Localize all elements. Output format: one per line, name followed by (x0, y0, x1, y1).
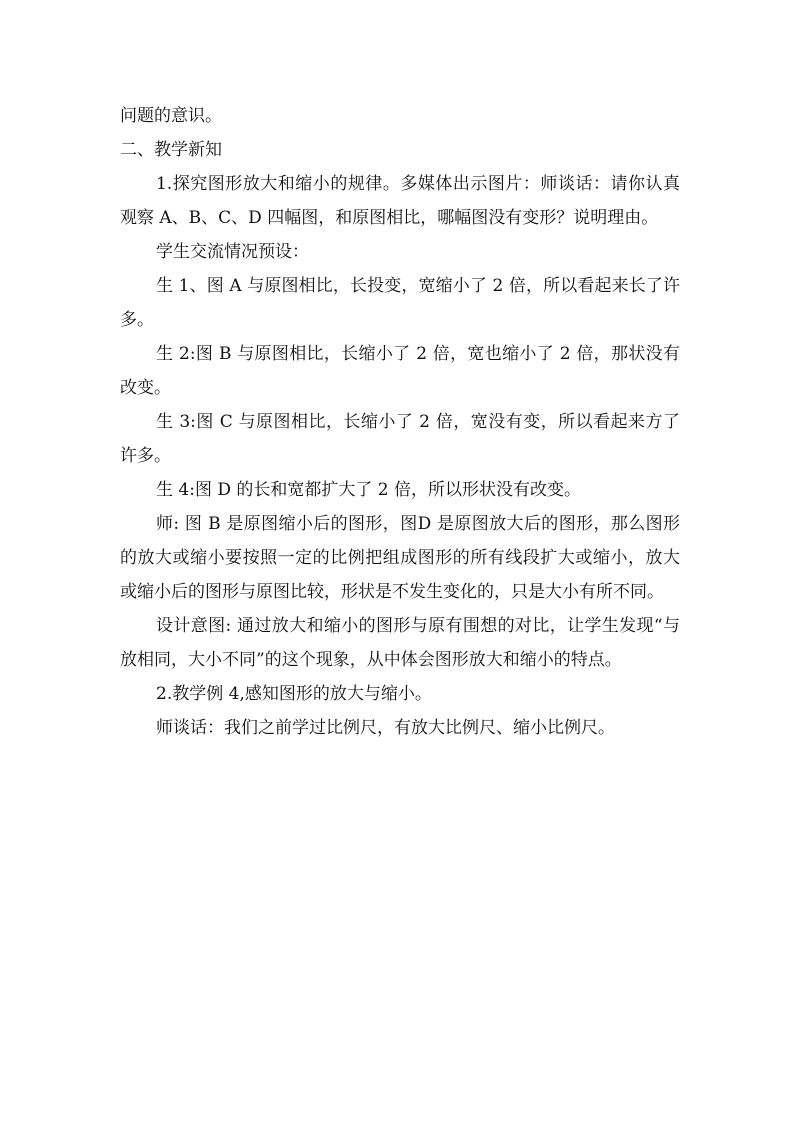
paragraph-explore-rule: 1.探究图形放大和缩小的规律。多媒体出示图片：师谈话：请你认真观察 A、B、C、D 四幅图，和原图相比，哪幅图没有变形？说明理由。 (120, 174, 680, 228)
document-body (120, 99, 680, 745)
paragraph-student-2: 生 2:图 B 与原图相比，长缩小了 2 倍，宽也缩小了 2 倍，那状没有改变。 (120, 344, 680, 398)
paragraph-student-3: 生 3:图 C 与原图相比，长缩小了 2 倍，宽没有变，所以看起来方了许多。 (120, 412, 680, 466)
paragraph-student-1: 生 1、图 A 与原图相比，长投变，宽缩小了 2 倍，所以看起来长了许多。 (120, 276, 680, 330)
paragraph-example-4: 2.教学例 4,感知图形的放大与缩小。 (156, 684, 432, 704)
paragraph-teacher-summary: 师: 图 B 是原图缩小后的图形，图D 是原图放大后的图形，那么图形的放大或缩小要按照一定的比例把组成图形的所有线段扩大或缩小，放大或缩小后的图形与原图比较，形状是不发生变化的，只是大小有所不同。 (120, 514, 680, 602)
paragraph-teacher-talk: 师谈话：我们之前学过比例尺，有放大比例尺、缩小比例尺。 (156, 718, 615, 738)
section-heading-new-knowledge: 二、教学新知 (120, 140, 222, 160)
paragraph-student-discussion: 学生交流情况预设： (156, 242, 309, 262)
paragraph-student-4: 生 4:图 D 的长和宽都扩大了 2 倍，所以形状没有改变。 (156, 480, 582, 500)
paragraph-awareness-ending: 问题的意识。 (120, 106, 222, 126)
paragraph-design-intent: 设计意图: 通过放大和缩小的图形与原有围想的对比，让学生发现“与放相同，大小不同”的这个现象，从中体会图形放大和缩小的特点。 (120, 616, 680, 670)
